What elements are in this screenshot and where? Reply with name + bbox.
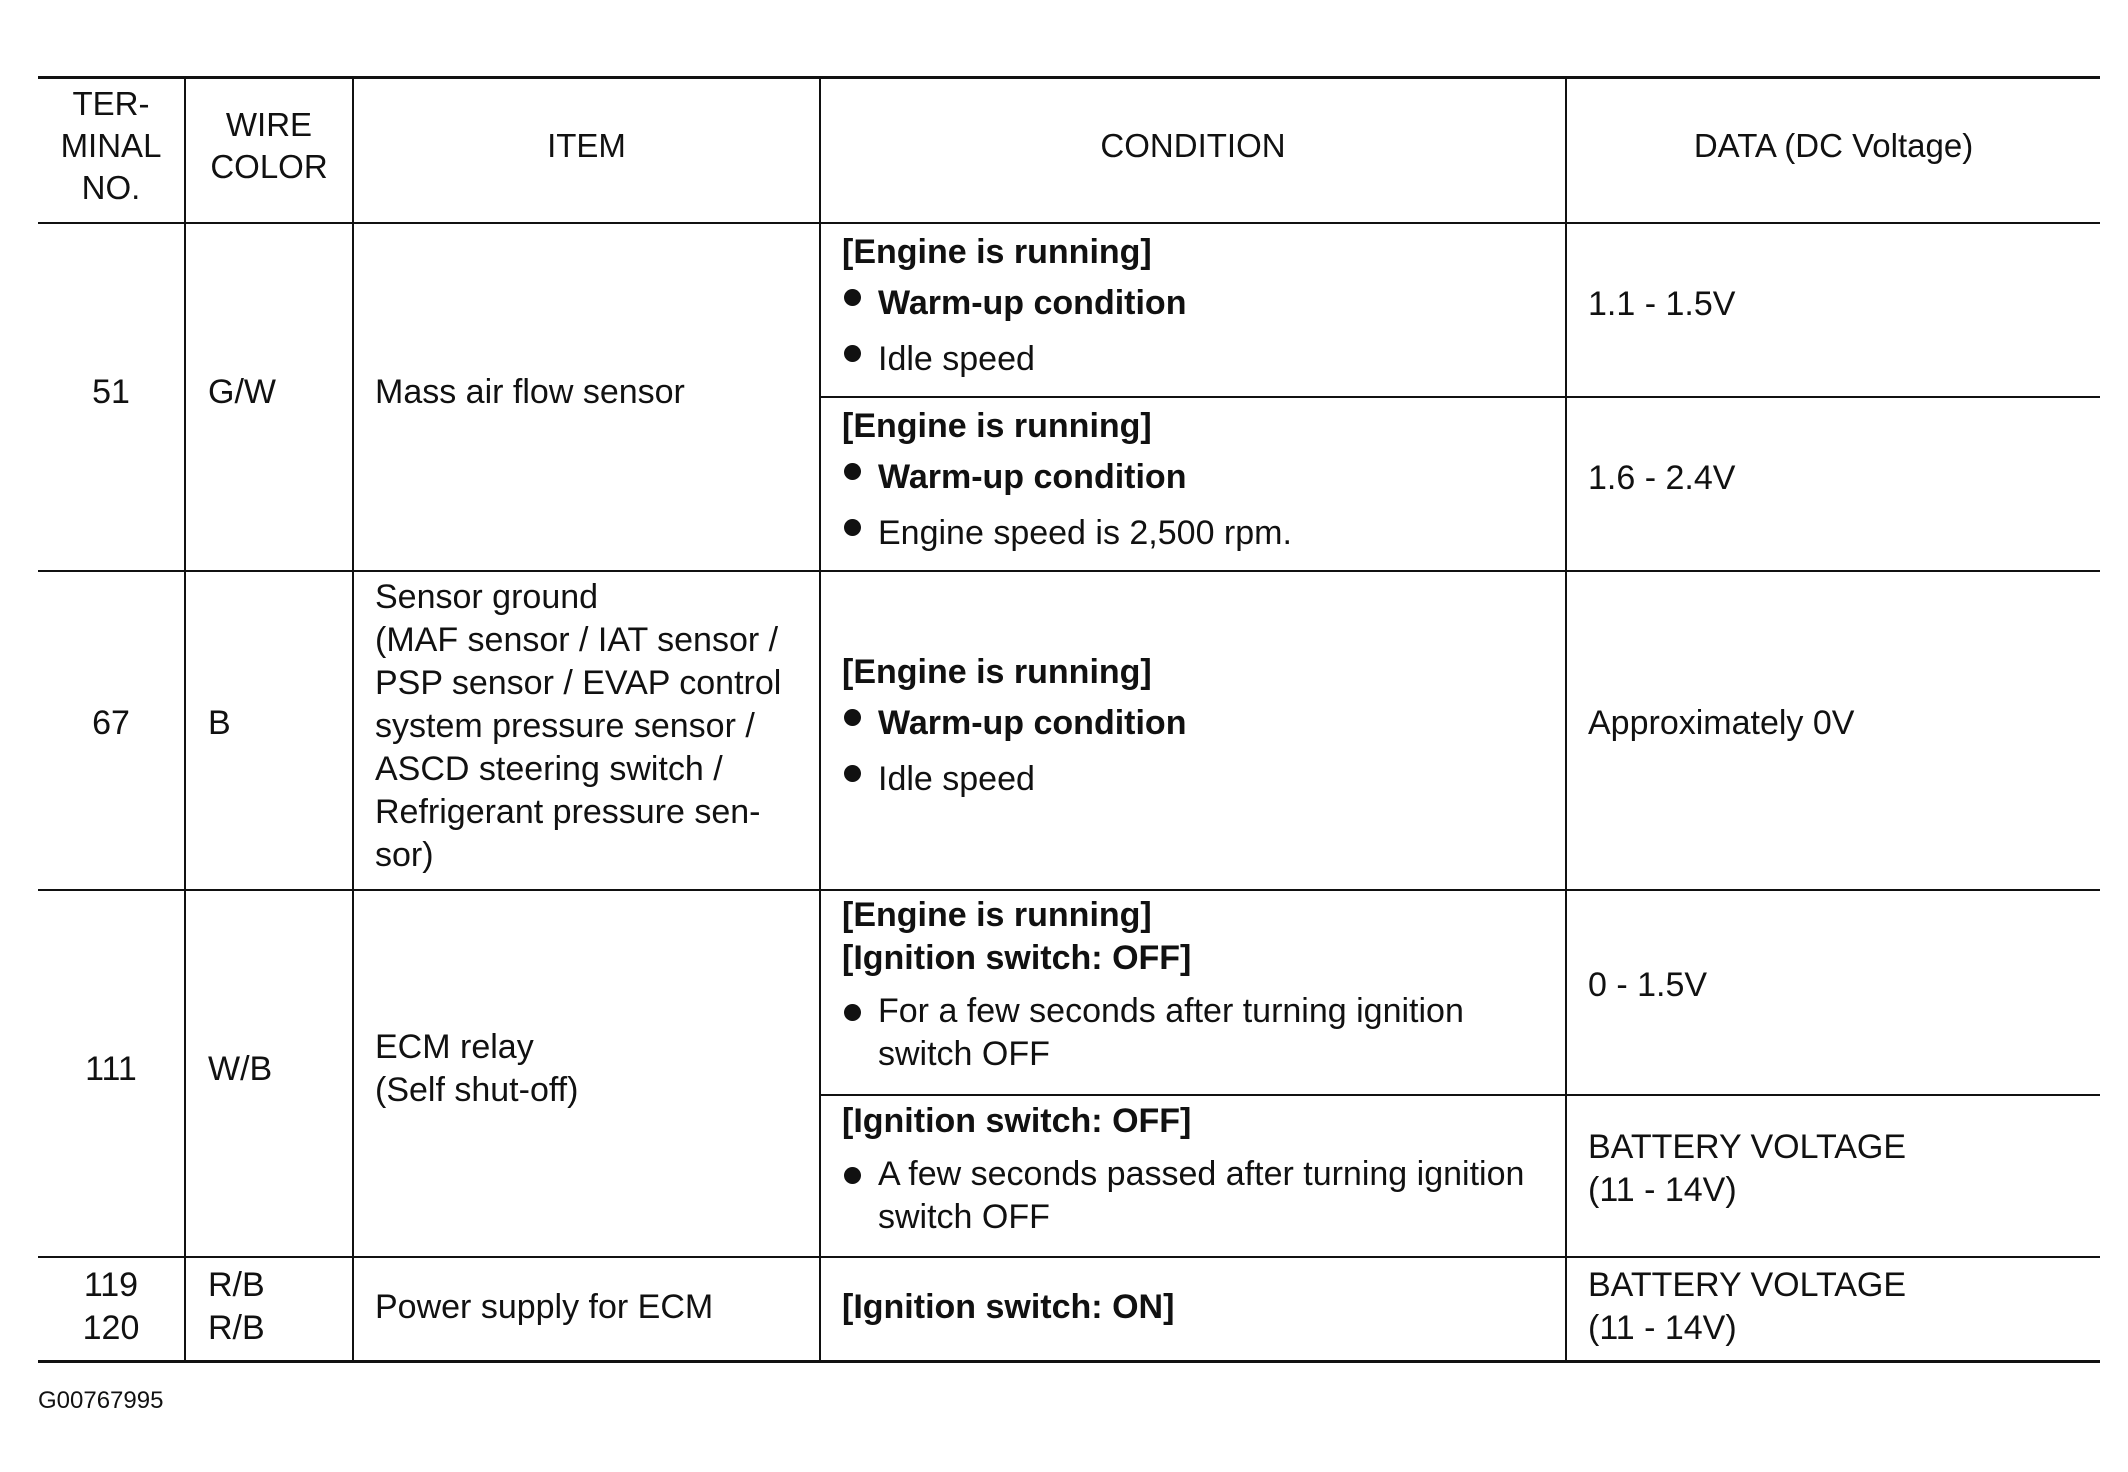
row-111-item [375, 1026, 578, 1112]
condition-bullet: Warm-up condition [842, 275, 1186, 331]
item-line: ASCD steering switch / [375, 750, 723, 788]
header-item: ITEM [547, 127, 626, 164]
header-terminal-line: MINAL [60, 127, 162, 164]
item-line: Refrigerant pressure sen- [375, 793, 761, 831]
row-67-terminal: 67 [92, 704, 130, 742]
terminal-line: 119 [83, 1266, 139, 1304]
row-51-item: Mass air flow sensor [375, 373, 685, 411]
condition-bullet: Warm-up condition [842, 695, 1186, 751]
condition-bullet: Idle speed [842, 751, 1186, 807]
table-top-rule [38, 76, 2100, 79]
header-terminal-line: NO. [81, 169, 141, 206]
row-67-wire: B [208, 704, 231, 742]
data-line: (11 - 14V) [1588, 1171, 1737, 1209]
row-111-condition-1 [842, 894, 1464, 1076]
header-terminal-line: TER- [72, 85, 150, 122]
column-rule-1 [184, 78, 186, 1361]
data-line: BATTERY VOLTAGE [1588, 1128, 1907, 1166]
row-51-bottom-rule [38, 570, 2100, 572]
row-51-condition-2 [842, 403, 1292, 561]
row-119-120-item: Power supply for ECM [375, 1288, 714, 1326]
row-67-bottom-rule [38, 889, 2100, 891]
item-line: ECM relay [375, 1028, 534, 1066]
item-line: PSP sensor / EVAP control [375, 664, 782, 702]
row-119-120-terminal [38, 1264, 184, 1350]
row-111-condition-2 [842, 1100, 1524, 1239]
wire-line: R/B [208, 1266, 265, 1304]
header-wire-line: COLOR [210, 148, 328, 185]
item-line: (Self shut-off) [375, 1071, 579, 1109]
header-terminal-no [38, 83, 184, 209]
condition-title: [Ignition switch: OFF] [842, 939, 1192, 977]
condition-bullet [842, 1153, 1524, 1239]
row-51-wire: G/W [208, 373, 276, 411]
row-119-120-data [1588, 1264, 1906, 1350]
row-111-wire: W/B [208, 1050, 273, 1088]
column-rule-2 [352, 78, 354, 1361]
row-51-condition-1 [842, 229, 1186, 387]
specification-table [38, 0, 2100, 1380]
header-wire-color [186, 104, 352, 188]
condition-bullet: Warm-up condition [842, 449, 1292, 505]
bullet-line: switch OFF [878, 1035, 1050, 1073]
condition-title: [Engine is running] [842, 653, 1152, 691]
bullet-line: A few seconds passed after turning ignition [878, 1155, 1525, 1193]
item-line: system pressure sensor / [375, 707, 755, 745]
condition-bullet [842, 990, 1464, 1076]
item-line: (MAF sensor / IAT sensor / [375, 621, 779, 659]
row-111-split-rule [819, 1094, 2100, 1096]
column-rule-3 [819, 78, 821, 1361]
header-bottom-rule [38, 222, 2100, 224]
row-51-data-2: 1.6 - 2.4V [1588, 459, 1736, 497]
bullet-line: For a few seconds after turning ignition [878, 992, 1464, 1030]
row-67-item [375, 576, 781, 877]
row-111-terminal: 111 [85, 1050, 137, 1088]
row-51-split-rule [819, 396, 2100, 398]
figure-id: G00767995 [38, 1387, 164, 1414]
item-line: sor) [375, 836, 434, 874]
column-rule-4 [1565, 78, 1567, 1361]
item-line: Sensor ground [375, 578, 599, 616]
row-67-data: Approximately 0V [1588, 704, 1855, 742]
header-condition: CONDITION [1100, 127, 1286, 164]
table-bottom-rule [38, 1360, 2100, 1363]
row-67-condition [842, 649, 1186, 807]
condition-bullet: Idle speed [842, 331, 1186, 387]
header-wire-line: WIRE [225, 106, 313, 143]
row-51-data-1: 1.1 - 1.5V [1588, 285, 1736, 323]
row-111-bottom-rule [38, 1256, 2100, 1258]
row-111-data-1: 0 - 1.5V [1588, 966, 1708, 1004]
row-119-120-condition: [Ignition switch: ON] [842, 1288, 1175, 1326]
wire-line: R/B [208, 1309, 265, 1347]
terminal-line: 120 [82, 1309, 140, 1347]
bullet-line: switch OFF [878, 1198, 1050, 1236]
condition-title: [Engine is running] [842, 233, 1152, 271]
condition-bullet: Engine speed is 2,500 rpm. [842, 505, 1292, 561]
row-111-data-2 [1588, 1126, 1906, 1212]
row-119-120-wire [208, 1264, 265, 1350]
data-line: (11 - 14V) [1588, 1309, 1737, 1347]
data-line: BATTERY VOLTAGE [1588, 1266, 1907, 1304]
row-51-terminal: 51 [92, 373, 130, 411]
condition-title: [Ignition switch: OFF] [842, 1102, 1192, 1140]
condition-title: [Engine is running] [842, 407, 1152, 445]
condition-title: [Engine is running] [842, 896, 1152, 934]
header-data: DATA (DC Voltage) [1693, 127, 1974, 164]
